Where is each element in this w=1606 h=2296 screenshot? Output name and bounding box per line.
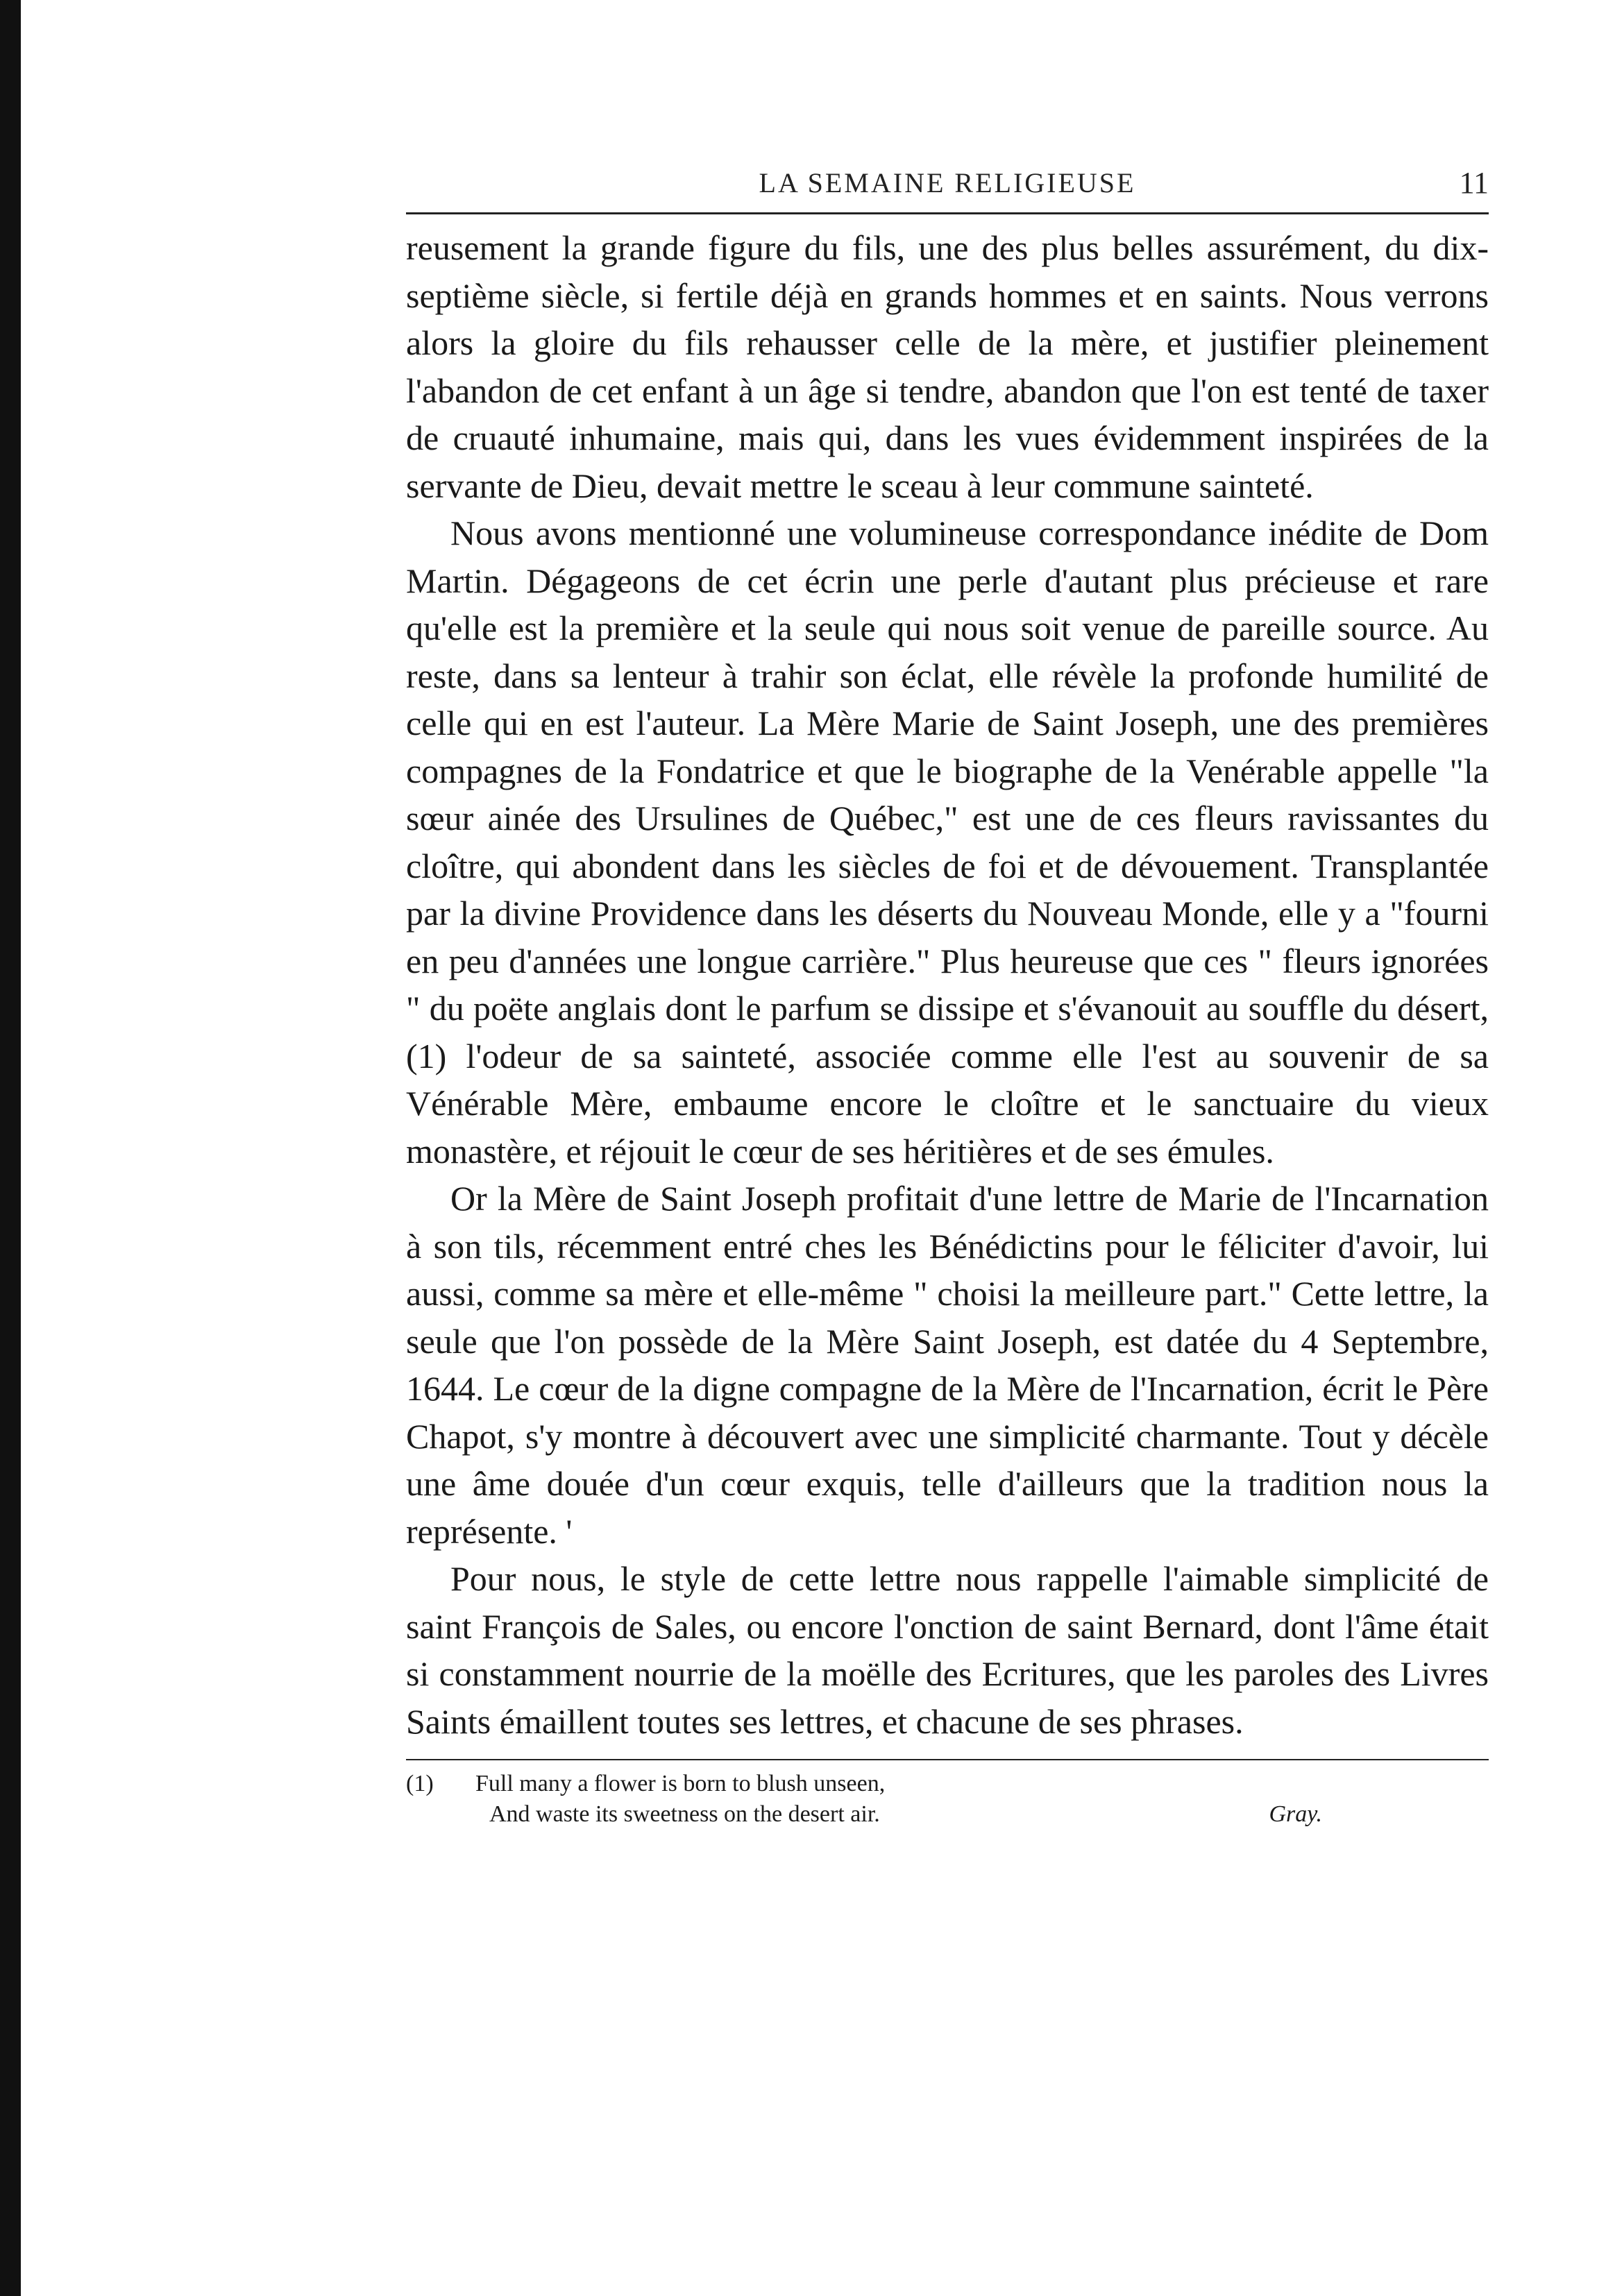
paragraph-1: reusement la grande figure du fils, une des plus belles assurément, du dix-septième siècle, si fertile déjà en grands hommes et en saints. Nous verrons alors la gloire du fils rehausser celle de la mère, et justifier pleinement l'abandon de cet enfant à un âge si tendre, abandon que l'on est tenté de taxer de cruauté inhumaine, mais qui, dans les vues évidemment inspirées de la servante de Dieu, devait mettre le sceau à leur commune sainteté.: [406, 228, 1489, 505]
footnote-rule: [406, 1759, 1489, 1760]
paragraph-4: Pour nous, le style de cette lettre nous rappelle l'aimable simplicité de saint François de Sales, ou encore l'onction de saint Bernard, dont l'âme était si constamment nourrie de la moëlle des Ecritures, que les paroles des Livres Saints émaillent toutes ses lettres, et chacune de ses phrases.: [406, 1559, 1489, 1741]
page-number: 11: [1459, 166, 1489, 200]
footnote-line-1: Full many a flower is born to blush unseen,: [475, 1771, 886, 1796]
binding-edge: [0, 0, 21, 2296]
paragraph-2: Nous avons mentionné une volumineuse correspondance inédite de Dom Martin. Dégageons de cet écrin une perle d'autant plus précieuse et rare qu'elle est la première et la seule qui nous soit venue de pareille source. Au reste, dans sa lenteur à trahir son éclat, elle révèle la profonde humilité de celle qui en est l'auteur. La Mère Marie de Saint Joseph, une des premières compagnes de la Fondatrice et que le biographe de la Venérable appelle "la sœur ainée des Ursulines de Québec," est une de ces fleurs ravissantes du cloître, qui abondent dans les siècles de foi et de dévouement. Transplantée par la divine Providence dans les déserts du Nouveau Monde, elle y a "fourni en peu d'années une longue carrière." Plus heureuse que ces " fleurs ignorées " du poëte anglais dont le parfum se dissipe et s'évanouit au souffle du désert, (1) l'odeur de sa sainteté, associée comme elle l'est au souvenir de sa Vénérable Mère, embaume encore le cloître et le sanctuaire du vieux monastère, et réjouit le cœur de ses héritières et de ses émules.: [406, 513, 1489, 1171]
body-text: [406, 224, 1489, 1745]
book-page: [406, 160, 1489, 1830]
paragraph-3: Or la Mère de Saint Joseph profitait d'une lettre de Marie de l'Incarnation à son tils, récemment entré ches les Bénédictins pour le féliciter d'avoir, lui aussi, comme sa mère et elle-même " choisi la meilleure part." Cette lettre, la seule que l'on possède de la Mère Saint Joseph, est datée du 4 Septembre, 1644. Le cœur de la digne compagne de la Mère de l'Incarnation, écrit le Père Chapot, s'y montre à découvert avec une simplicité charmante. Tout y décèle une âme douée d'un cœur exquis, telle d'ailleurs que la tradition nous la représente. ': [406, 1179, 1489, 1551]
footnote-author: Gray.: [1269, 1801, 1322, 1827]
footnote: [406, 1769, 1489, 1830]
footnote-marker: (1): [406, 1771, 434, 1796]
running-head: [406, 160, 1489, 208]
running-title: LA SEMAINE RELIGIEUSE: [759, 167, 1136, 198]
footnote-line-2: And waste its sweetness on the desert air.: [489, 1801, 880, 1827]
header-rule: [406, 212, 1489, 214]
